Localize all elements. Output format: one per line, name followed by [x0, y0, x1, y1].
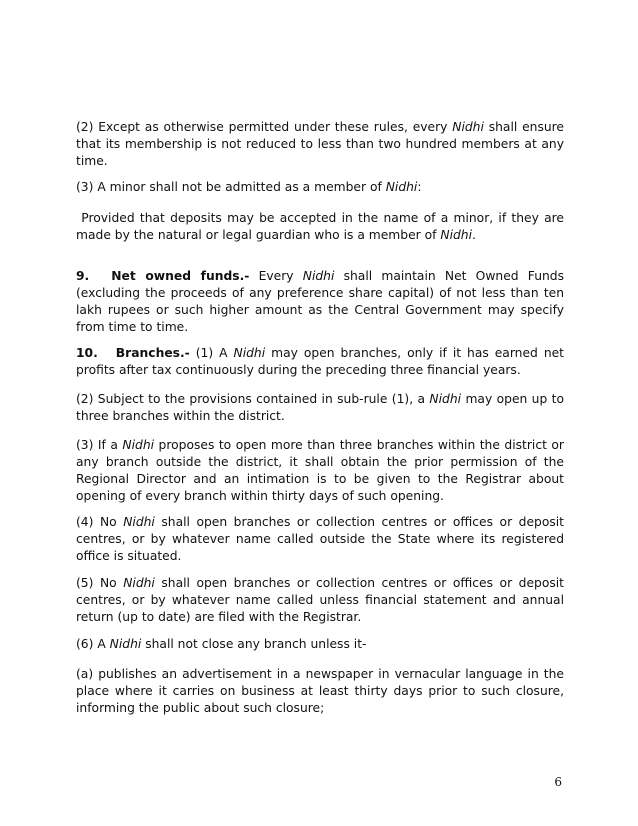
paragraph-rule-10-1 [76, 345, 564, 379]
text: proposes to open more than three branches within the district or any branch outside the district, it shall obtain the prior permission of the Regional Director and an intimation is to be given to the Registrar about opening of every branch within thirty days of such opening. [76, 438, 564, 503]
text: (2) Except as otherwise permitted under these rules, every [76, 120, 453, 134]
text: (4) No [76, 515, 124, 529]
text: : [417, 180, 422, 194]
text: shall maintain Net Owned Funds (excluding the proceeds of any preference share capital) of not less than ten lakh rupees or such higher amount as the Central Government may specify from time to time. [76, 269, 564, 334]
text: may open up to three branches within the district. [76, 392, 564, 423]
paragraph-rule-10-6 [76, 636, 564, 653]
text: (1) A [189, 346, 234, 360]
paragraph-rule-10-4 [76, 514, 564, 565]
paragraph-rule-10-2 [76, 391, 564, 425]
rule-heading: Net owned funds.- [111, 269, 250, 283]
paragraph-rule-8-3 [76, 179, 564, 196]
text: may open branches, only if it has earned net profits after tax continuously during the preceding three financial years. [76, 346, 564, 377]
rule-number: 9. [76, 269, 90, 283]
text: shall not close any branch unless it- [141, 637, 367, 651]
nidhi-term: Nidhi [109, 637, 142, 651]
paragraph-rule-10-3 [76, 437, 564, 505]
paragraph-rule-10-6-a [76, 666, 564, 717]
text: shall open branches or collection centres or offices or deposit centres, or by whatever name called outside the State where its registered office is situated. [76, 515, 564, 563]
nidhi-term: Nidhi [429, 392, 462, 406]
text: (3) A minor shall not be admitted as a member of [76, 180, 386, 194]
paragraph-rule-8-2 [76, 119, 564, 170]
text: Provided that deposits may be accepted in the name of a minor, if they are made by the natural or legal guardian who is a member of [76, 211, 568, 242]
nidhi-term: Nidhi [123, 515, 155, 529]
text: . [472, 228, 476, 242]
text: (6) A [76, 637, 110, 651]
text: Every [249, 269, 303, 283]
paragraph-proviso [76, 210, 568, 244]
text: (a) publishes an advertisement in a newspaper in vernacular language in the place where it carries on business at least thirty days prior to such closure, informing the public about such closure; [76, 667, 564, 715]
nidhi-term: Nidhi [302, 269, 335, 283]
paragraph-rule-10-5 [76, 575, 564, 626]
page-number: 6 [554, 775, 562, 789]
nidhi-term: Nidhi [122, 438, 155, 452]
paragraph-rule-9 [76, 268, 564, 336]
text: (3) If a [76, 438, 123, 452]
rule-number: 10. [76, 346, 98, 360]
nidhi-term: Nidhi [385, 180, 418, 194]
nidhi-term: Nidhi [452, 120, 484, 134]
rule-heading: Branches.- [115, 346, 190, 360]
nidhi-term: Nidhi [440, 228, 473, 242]
text: shall open branches or collection centres or offices or deposit centres, or by whatever name called unless financial statement and annual return (up to date) are filed with the Registrar. [76, 576, 564, 624]
text: (2) Subject to the provisions contained in sub-rule (1), a [76, 392, 430, 406]
text: (5) No [76, 576, 124, 590]
nidhi-term: Nidhi [123, 576, 155, 590]
text: shall ensure that its membership is not reduced to less than two hundred members at any time. [76, 120, 564, 168]
nidhi-term: Nidhi [233, 346, 266, 360]
